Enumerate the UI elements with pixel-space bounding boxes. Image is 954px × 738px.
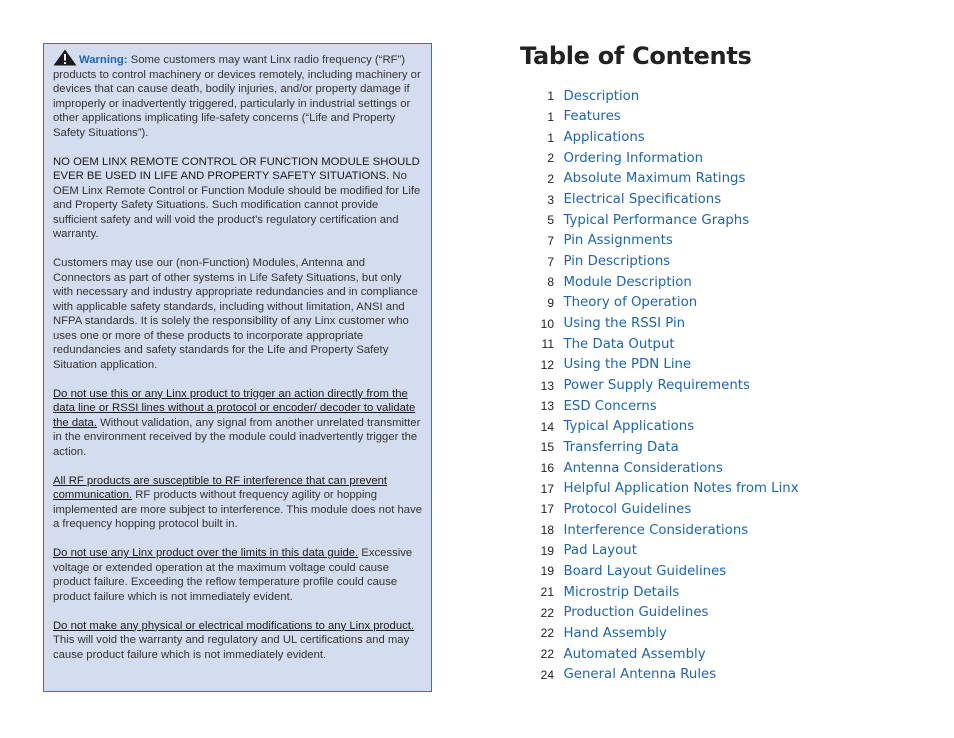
toc-page-number: 1 <box>547 130 554 145</box>
toc-link[interactable]: Antenna Considerations <box>563 460 723 476</box>
toc-page-number: 22 <box>540 647 554 662</box>
toc-link[interactable]: Production Guidelines <box>563 605 709 621</box>
toc-link[interactable]: Using the PDN Line <box>563 357 692 373</box>
warning-text-3: Customers may use our (non-Function) Modules, Antenna and Connectors as part of other systems in Life Safety Situations, but only with necessary and industry appropriate redundancies and in compliance with applicable safety standards, including without limitation, ANSI and NFPA standards. It is solely the responsibility of any Linx customer who uses one or more of these products to incorporate appropriate redundancies and safety standards for the Life and Property Safety Situation application. <box>53 257 418 371</box>
toc-page-number: 19 <box>540 564 554 579</box>
toc-title: Table of Contents <box>520 42 752 70</box>
toc-entry[interactable] <box>528 375 799 396</box>
toc-entry[interactable] <box>528 272 799 293</box>
toc-link[interactable]: Pin Descriptions <box>563 254 671 270</box>
warning-text-5: RF products without frequency agility or hopping implemented are more subject to interference. This module does not have a frequency hopping protocol built in. <box>53 489 423 530</box>
toc-entry[interactable] <box>528 561 799 582</box>
toc-entry[interactable] <box>528 520 799 541</box>
toc-link[interactable]: Applications <box>563 130 645 146</box>
toc-entry[interactable] <box>528 127 799 148</box>
toc-link[interactable]: Description <box>563 88 640 104</box>
warning-underlined-7: Do not make any physical or electrical modifications to any Linx product. <box>53 619 415 632</box>
warning-intro-text: Some customers may want Linx radio frequency (“RF”) products to control machinery or devices remotely, including machinery or devices that can cause death, bodily injuries, and/or property damage if improperly or inadvertently triggered, particularly in industrial settings or other applications implicating life-safety concerns (“Life and Property Safety Situations”). <box>53 54 421 139</box>
toc-link[interactable]: Features <box>563 109 621 125</box>
toc-entry[interactable] <box>528 478 799 499</box>
toc-page-number: 2 <box>547 171 554 186</box>
warning-text-2: No OEM Linx Remote Control or Function Module should be modified for Life and Property Safety Situations. Such modification cannot provide sufficient safety and will void the product’s regulatory certification and warranty. <box>53 170 421 240</box>
toc-link[interactable]: ESD Concerns <box>563 398 657 414</box>
toc-entry[interactable] <box>528 499 799 520</box>
toc-entry[interactable] <box>528 602 799 623</box>
toc-link[interactable]: Microstrip Details <box>563 584 680 600</box>
warning-underlined-4: Do not use this or any Linx product to trigger an action directly from the data line or RSSI lines without a protocol or encoder/ decoder to validate the data. <box>53 387 416 429</box>
toc-page-number: 9 <box>547 295 554 310</box>
toc-entry[interactable] <box>528 231 799 252</box>
toc-link[interactable]: Transferring Data <box>563 439 679 455</box>
toc-link[interactable]: The Data Output <box>563 336 675 352</box>
warning-box <box>43 43 432 692</box>
toc-entry[interactable] <box>528 437 799 458</box>
toc-entry[interactable] <box>528 582 799 603</box>
warning-text-6: Excessive voltage or extended operation at the maximum voltage could cause product failure. Exceeding the reflow temperature profile could cause product failure which is not immediately evident. <box>53 547 413 603</box>
toc-link[interactable]: Ordering Information <box>563 150 704 166</box>
warning-title: Warning: <box>79 54 128 66</box>
toc-link[interactable]: Board Layout Guidelines <box>563 563 727 579</box>
toc-entry[interactable] <box>528 458 799 479</box>
toc-entry[interactable] <box>528 355 799 376</box>
toc-entry[interactable] <box>528 664 799 685</box>
toc-page-number: 13 <box>540 399 554 414</box>
toc-entry[interactable] <box>528 107 799 128</box>
toc-link[interactable]: Theory of Operation <box>563 295 698 311</box>
toc-entry[interactable] <box>528 86 799 107</box>
toc-link[interactable]: Interference Considerations <box>563 522 749 538</box>
toc-entry[interactable] <box>528 623 799 644</box>
toc-link[interactable]: Power Supply Requirements <box>563 378 750 394</box>
toc-entry[interactable] <box>528 540 799 561</box>
toc-page-number: 1 <box>547 109 554 124</box>
toc-page-number: 22 <box>540 605 554 620</box>
warning-text-7: This will void the warranty and regulatory and UL certifications and may cause product failure which is not immediately evident. <box>53 634 410 661</box>
warning-underlined-5: All RF products are susceptible to RF interference that can prevent communication. <box>53 474 388 501</box>
toc-entry[interactable] <box>528 417 799 438</box>
toc-page-number: 22 <box>540 626 554 641</box>
toc-page-number: 11 <box>541 337 554 352</box>
warning-paragraph-7 <box>53 619 423 663</box>
toc-entry[interactable] <box>528 396 799 417</box>
toc-link[interactable]: Using the RSSI Pin <box>563 316 686 332</box>
toc-page-number: 7 <box>547 254 554 269</box>
toc-entry[interactable] <box>528 251 799 272</box>
warning-paragraph-5 <box>53 474 423 532</box>
toc-page-number: 15 <box>540 440 554 455</box>
toc-page-number: 5 <box>547 213 554 228</box>
toc-page-number: 14 <box>540 419 554 434</box>
toc-link[interactable]: Helpful Application Notes from Linx <box>563 481 799 497</box>
toc-entry[interactable] <box>528 313 799 334</box>
toc-page-number: 2 <box>547 151 554 166</box>
toc-entry[interactable] <box>528 293 799 314</box>
toc-page-number: 1 <box>547 89 554 104</box>
toc-page-number: 13 <box>540 378 554 393</box>
warning-paragraph-4 <box>53 387 423 460</box>
toc-link[interactable]: General Antenna Rules <box>563 667 717 683</box>
toc-entry[interactable] <box>528 334 799 355</box>
toc-entry[interactable] <box>528 189 799 210</box>
warning-paragraph-6 <box>53 546 423 604</box>
toc-page-number: 3 <box>547 192 554 207</box>
toc-page-number: 19 <box>540 543 554 558</box>
toc-link[interactable]: Module Description <box>563 274 692 290</box>
warning-paragraph-2 <box>53 155 423 242</box>
toc-link[interactable]: Pin Assignments <box>563 233 673 249</box>
toc-link[interactable]: Protocol Guidelines <box>563 501 692 517</box>
toc-entry[interactable] <box>528 644 799 665</box>
toc-link[interactable]: Absolute Maximum Ratings <box>563 171 746 187</box>
toc-page-number: 17 <box>540 502 554 517</box>
warning-paragraph-3 <box>53 256 423 372</box>
toc-page-number: 17 <box>540 481 554 496</box>
warning-intro-paragraph <box>53 49 423 140</box>
toc-page-number: 18 <box>540 523 554 538</box>
toc-page-number: 8 <box>547 275 554 290</box>
warning-triangle-icon <box>53 49 77 66</box>
toc-page-number: 12 <box>540 357 554 372</box>
toc-page-number: 21 <box>540 585 554 600</box>
warning-caps-statement: NO OEM LINX REMOTE CONTROL OR FUNCTION MODULE SHOULD EVER BE USED IN LIFE AND PROPERTY SAFETY SITUATIONS. <box>53 155 420 182</box>
toc-page-number: 24 <box>540 667 554 682</box>
toc-link[interactable]: Electrical Specifications <box>563 192 722 208</box>
toc-link[interactable]: Automated Assembly <box>563 646 706 662</box>
toc-link[interactable]: Pad Layout <box>563 543 637 559</box>
toc-entry[interactable] <box>528 210 799 231</box>
warning-text-4: Without validation, any signal from another unrelated transmitter in the environment received by the module could inadvertently trigger the action. <box>53 416 421 458</box>
toc-link[interactable]: Typical Applications <box>563 419 695 435</box>
toc-page-number: 7 <box>547 233 554 248</box>
toc-list <box>528 86 799 685</box>
toc-link[interactable]: Typical Performance Graphs <box>563 212 750 228</box>
toc-page-number: 10 <box>540 316 554 331</box>
toc-entry[interactable] <box>528 169 799 190</box>
toc-entry[interactable] <box>528 148 799 169</box>
toc-link[interactable]: Hand Assembly <box>563 625 667 641</box>
toc-page-number: 16 <box>540 461 554 476</box>
warning-underlined-6: Do not use any Linx product over the limits in this data guide. <box>53 547 359 559</box>
